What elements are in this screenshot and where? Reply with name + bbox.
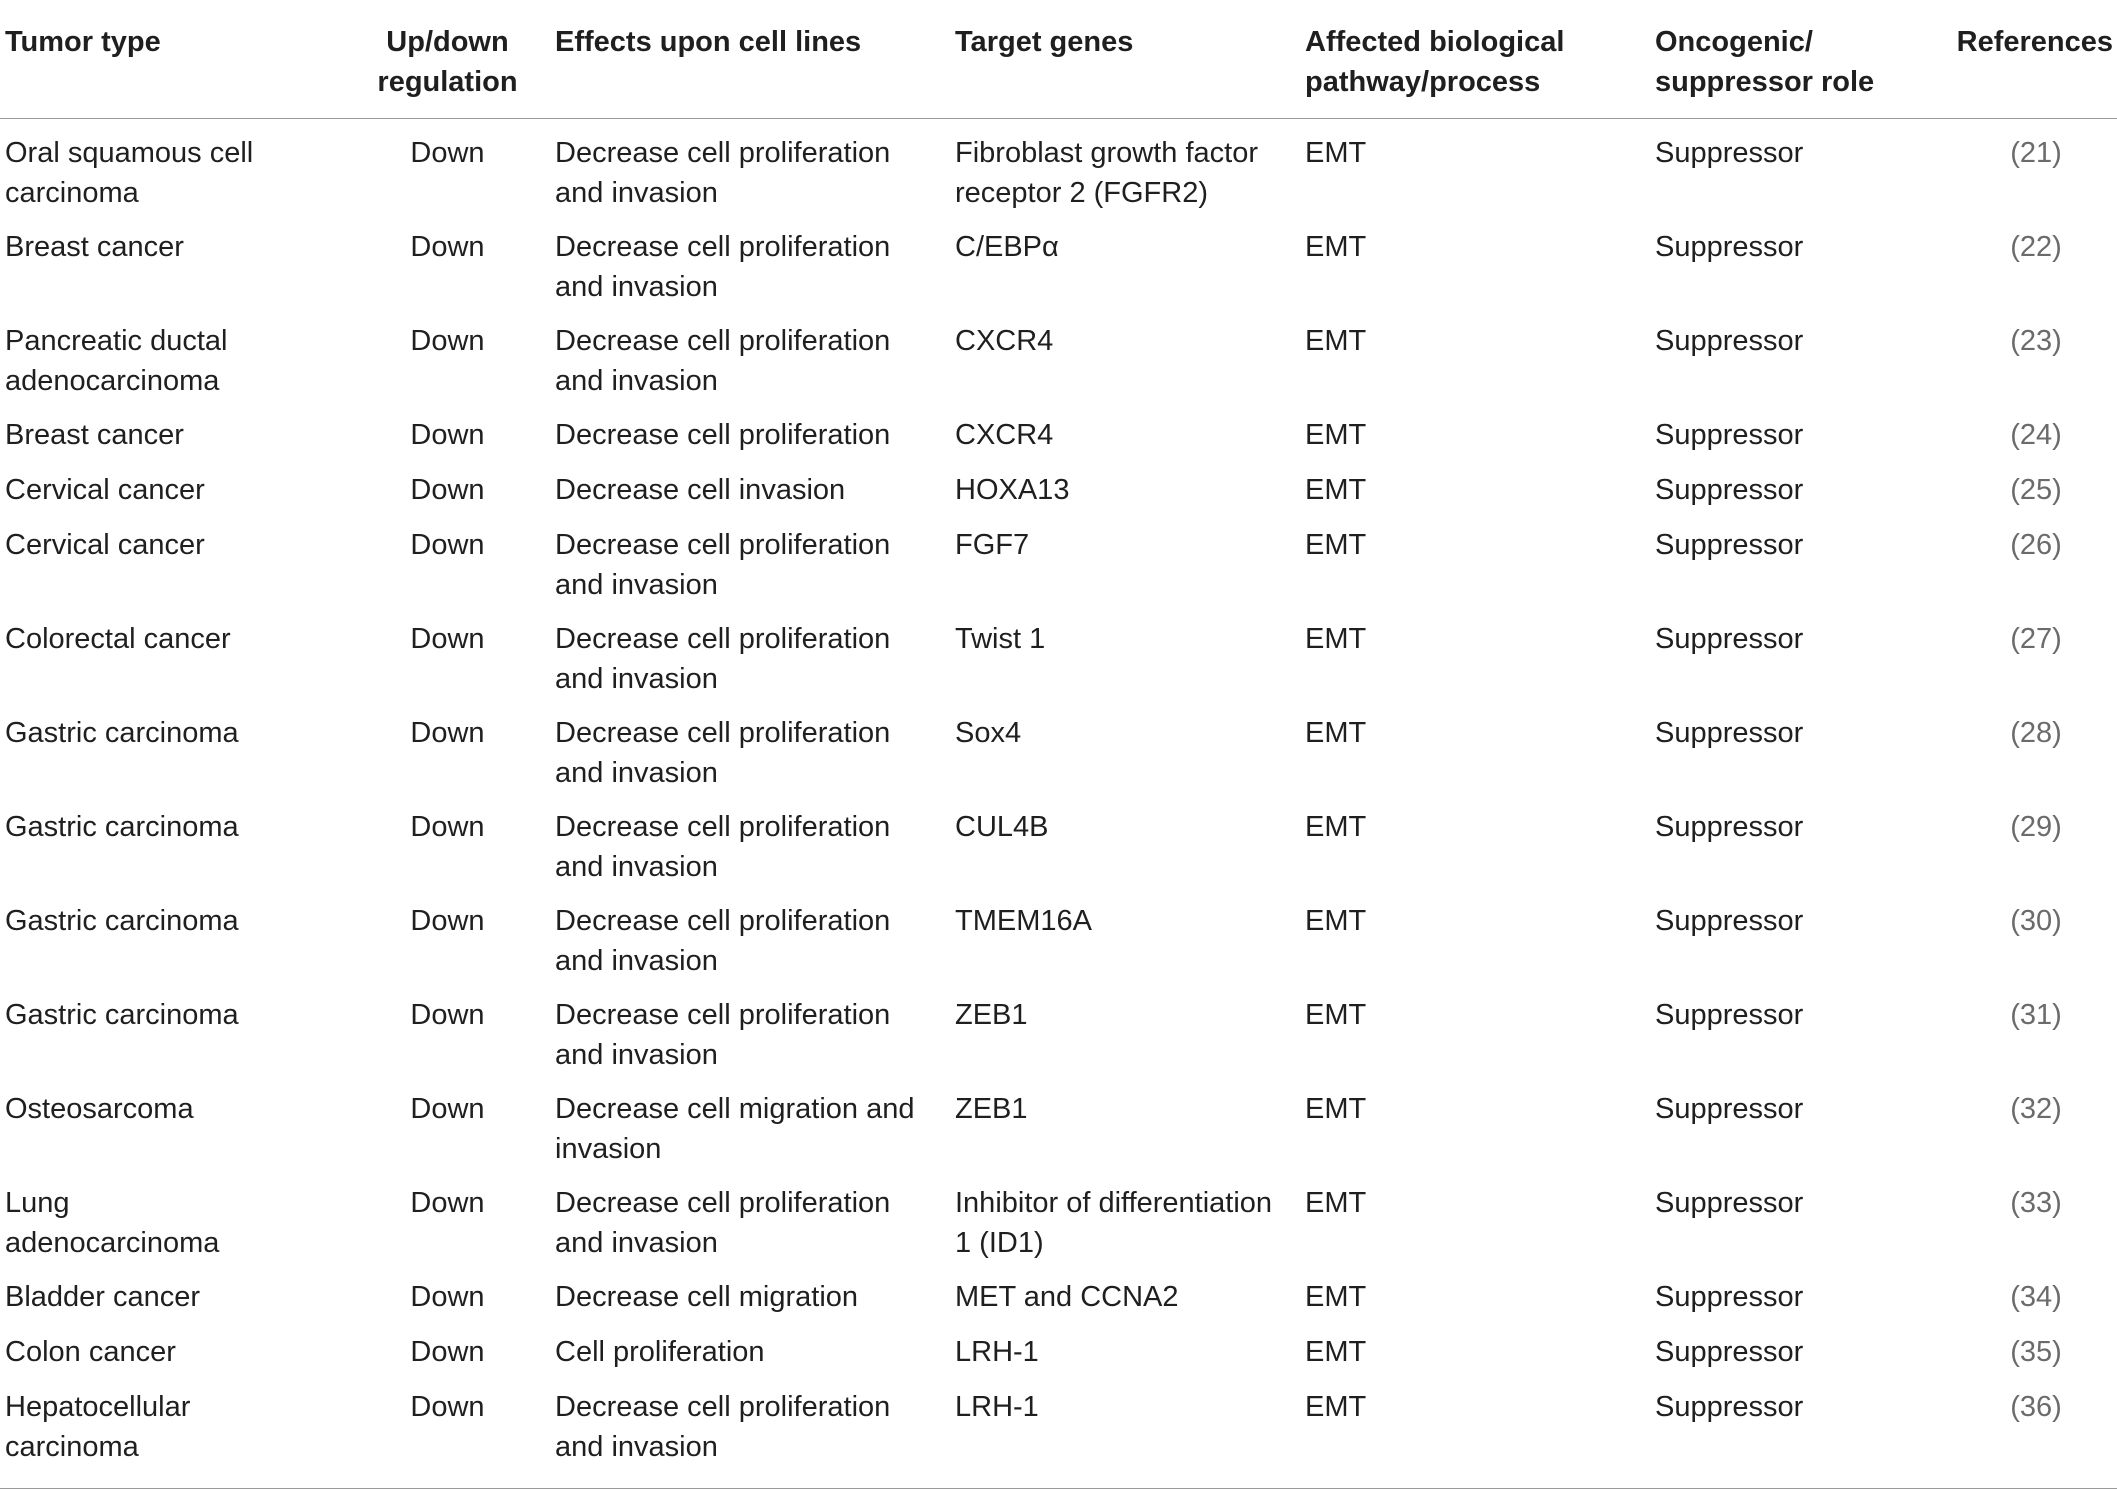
- cell-target-genes-text: TMEM16A: [955, 905, 1092, 937]
- cell-regulation: [340, 1325, 555, 1380]
- cell-reference: [1955, 1082, 2117, 1176]
- table-row: [0, 463, 2117, 518]
- cell-tumor-type: [0, 706, 340, 800]
- cell-reference: [1955, 408, 2117, 463]
- header-target-genes: Target genes: [955, 0, 1305, 119]
- cell-target-genes: [955, 1380, 1305, 1489]
- header-effects: Effects upon cell lines: [555, 0, 955, 119]
- cell-pathway: [1305, 1176, 1655, 1270]
- cell-effect-text: Decrease cell proliferation and invasion: [555, 231, 891, 303]
- cell-role-text: Suppressor: [1655, 1391, 1804, 1423]
- cell-pathway: [1305, 706, 1655, 800]
- cell-reference-text: (36): [2010, 1391, 2062, 1423]
- header-row: [0, 0, 2117, 119]
- cell-tumor-type-text: Cervical cancer: [5, 529, 205, 561]
- cell-reference-text: (25): [2010, 474, 2062, 506]
- cell-pathway-text: EMT: [1305, 137, 1367, 169]
- cell-target-genes: [955, 1176, 1305, 1270]
- cell-tumor-type-text: Colorectal cancer: [5, 623, 231, 655]
- cell-tumor-type: [0, 894, 340, 988]
- cell-reference: [1955, 706, 2117, 800]
- cell-reference-text: (31): [2010, 999, 2062, 1031]
- cell-target-genes-text: HOXA13: [955, 474, 1070, 506]
- cell-pathway-text: EMT: [1305, 231, 1367, 263]
- cell-pathway: [1305, 1082, 1655, 1176]
- cell-tumor-type-text: Gastric carcinoma: [5, 717, 239, 749]
- cell-tumor-type: [0, 314, 340, 408]
- cell-pathway-text: EMT: [1305, 1336, 1367, 1368]
- table-row: [0, 408, 2117, 463]
- cell-pathway-text: EMT: [1305, 419, 1367, 451]
- cell-pathway-text: EMT: [1305, 717, 1367, 749]
- cell-regulation-text: Down: [410, 137, 485, 169]
- cell-effect-text: Decrease cell proliferation and invasion: [555, 1391, 891, 1463]
- cell-tumor-type: [0, 463, 340, 518]
- cell-tumor-type-text: Gastric carcinoma: [5, 811, 239, 843]
- cell-pathway-text: EMT: [1305, 325, 1367, 357]
- cell-reference: [1955, 1325, 2117, 1380]
- cell-target-genes-text: CUL4B: [955, 811, 1049, 843]
- cell-effect-text: Decrease cell proliferation: [555, 419, 891, 451]
- header-role: [1655, 0, 1955, 119]
- cell-effect-text: Decrease cell proliferation and invasion: [555, 529, 891, 601]
- cell-tumor-type: [0, 220, 340, 314]
- header-references: References: [1955, 0, 2117, 119]
- cell-effect-text: Decrease cell migration and invasion: [555, 1093, 915, 1165]
- cell-pathway-text: EMT: [1305, 905, 1367, 937]
- cell-role: [1655, 220, 1955, 314]
- cell-effect-text: Decrease cell proliferation and invasion: [555, 999, 891, 1071]
- cell-regulation: [340, 1270, 555, 1325]
- cell-regulation-text: Down: [410, 474, 485, 506]
- cell-reference: [1955, 894, 2117, 988]
- cell-effect-text: Decrease cell invasion: [555, 474, 846, 506]
- cell-target-genes-text: LRH-1: [955, 1391, 1039, 1423]
- cell-tumor-type: [0, 1082, 340, 1176]
- cell-target-genes-text: ZEB1: [955, 1093, 1028, 1125]
- cell-regulation: [340, 988, 555, 1082]
- cell-regulation: [340, 1176, 555, 1270]
- header-tumor-type: Tumor type: [0, 0, 340, 119]
- cell-pathway-text: EMT: [1305, 474, 1367, 506]
- table-row: [0, 706, 2117, 800]
- cell-target-genes-text: CXCR4: [955, 419, 1054, 451]
- table-row: [0, 220, 2117, 314]
- cell-tumor-type-text: Colon cancer: [5, 1336, 176, 1368]
- cell-pathway-text: EMT: [1305, 1391, 1367, 1423]
- cell-role-text: Suppressor: [1655, 1187, 1804, 1219]
- cell-reference-text: (32): [2010, 1093, 2062, 1125]
- cell-role: [1655, 119, 1955, 221]
- cell-role: [1655, 463, 1955, 518]
- cell-role: [1655, 988, 1955, 1082]
- cell-pathway: [1305, 119, 1655, 221]
- cell-pathway: [1305, 408, 1655, 463]
- cell-reference-text: (33): [2010, 1187, 2062, 1219]
- cell-tumor-type-text: Cervical cancer: [5, 474, 205, 506]
- cell-effect-text: Decrease cell proliferation and invasion: [555, 717, 891, 789]
- cell-regulation: [340, 894, 555, 988]
- cell-reference-text: (29): [2010, 811, 2062, 843]
- cell-regulation: [340, 463, 555, 518]
- table-row: [0, 1380, 2117, 1489]
- cell-reference-text: (23): [2010, 325, 2062, 357]
- cell-target-genes: [955, 894, 1305, 988]
- cell-reference: [1955, 220, 2117, 314]
- table-row: [0, 1325, 2117, 1380]
- cell-target-genes-text: C/EBPα: [955, 231, 1059, 263]
- cell-regulation-text: Down: [410, 1391, 485, 1423]
- cell-tumor-type: [0, 408, 340, 463]
- cell-pathway-text: EMT: [1305, 623, 1367, 655]
- cell-tumor-type: [0, 119, 340, 221]
- cell-regulation-text: Down: [410, 623, 485, 655]
- cell-regulation-text: Down: [410, 529, 485, 561]
- cell-reference-text: (22): [2010, 231, 2062, 263]
- cell-regulation: [340, 1380, 555, 1489]
- cell-role-text: Suppressor: [1655, 1281, 1804, 1313]
- cell-tumor-type: [0, 518, 340, 612]
- cell-tumor-type: [0, 1176, 340, 1270]
- cell-role: [1655, 1176, 1955, 1270]
- cell-tumor-type: [0, 1380, 340, 1489]
- cell-reference-text: (30): [2010, 905, 2062, 937]
- table-row: [0, 119, 2117, 221]
- cell-reference: [1955, 518, 2117, 612]
- cell-target-genes-text: Inhibitor of differentiation 1 (ID1): [955, 1187, 1273, 1259]
- cell-effect: [555, 706, 955, 800]
- cell-regulation: [340, 119, 555, 221]
- cell-target-genes-text: Twist 1: [955, 623, 1046, 655]
- cell-role: [1655, 1325, 1955, 1380]
- cell-pathway: [1305, 463, 1655, 518]
- cell-regulation-text: Down: [410, 1336, 485, 1368]
- cell-pathway: [1305, 612, 1655, 706]
- cell-effect: [555, 1176, 955, 1270]
- cell-pathway: [1305, 894, 1655, 988]
- cell-target-genes: [955, 1270, 1305, 1325]
- cell-reference: [1955, 800, 2117, 894]
- cell-target-genes-text: LRH-1: [955, 1336, 1039, 1368]
- cell-effect: [555, 988, 955, 1082]
- cell-reference: [1955, 463, 2117, 518]
- cell-regulation-text: Down: [410, 1187, 485, 1219]
- cell-tumor-type-text: Oral squamous cell carcinoma: [5, 137, 254, 209]
- cell-target-genes: [955, 1082, 1305, 1176]
- cell-target-genes-text: Fibroblast growth factor receptor 2 (FGFR2): [955, 137, 1259, 209]
- table-body: [0, 119, 2117, 1489]
- cell-tumor-type-text: Bladder cancer: [5, 1281, 201, 1313]
- cell-regulation: [340, 408, 555, 463]
- cell-pathway: [1305, 314, 1655, 408]
- cell-tumor-type: [0, 988, 340, 1082]
- cell-effect-text: Decrease cell proliferation and invasion: [555, 325, 891, 397]
- cell-tumor-type-text: Gastric carcinoma: [5, 999, 239, 1031]
- cell-effect: [555, 463, 955, 518]
- cell-regulation-text: Down: [410, 811, 485, 843]
- cell-role-text: Suppressor: [1655, 1336, 1804, 1368]
- cell-target-genes: [955, 800, 1305, 894]
- cell-role: [1655, 1270, 1955, 1325]
- cell-effect: [555, 800, 955, 894]
- cell-role-text: Suppressor: [1655, 474, 1804, 506]
- cell-effect-text: Decrease cell migration: [555, 1281, 859, 1313]
- cell-role: [1655, 1082, 1955, 1176]
- cell-role: [1655, 800, 1955, 894]
- cell-pathway-text: EMT: [1305, 811, 1367, 843]
- cell-target-genes: [955, 518, 1305, 612]
- cell-target-genes: [955, 119, 1305, 221]
- cell-target-genes: [955, 220, 1305, 314]
- table-row: [0, 314, 2117, 408]
- header-regulation: [340, 0, 555, 119]
- cell-effect-text: Decrease cell proliferation and invasion: [555, 137, 891, 209]
- cell-tumor-type: [0, 1270, 340, 1325]
- cell-pathway-text: EMT: [1305, 1093, 1367, 1125]
- cell-role-text: Suppressor: [1655, 419, 1804, 451]
- cell-target-genes: [955, 408, 1305, 463]
- cell-target-genes-text: CXCR4: [955, 325, 1054, 357]
- cell-effect: [555, 1270, 955, 1325]
- cell-regulation-text: Down: [410, 325, 485, 357]
- cell-tumor-type: [0, 1325, 340, 1380]
- cell-pathway: [1305, 1270, 1655, 1325]
- cell-reference-text: (34): [2010, 1281, 2062, 1313]
- cell-role: [1655, 408, 1955, 463]
- cell-effect: [555, 612, 955, 706]
- table-row: [0, 1082, 2117, 1176]
- cell-tumor-type-text: Breast cancer: [5, 419, 184, 451]
- cell-role: [1655, 1380, 1955, 1489]
- cell-tumor-type-text: Osteosarcoma: [5, 1093, 194, 1125]
- cell-regulation: [340, 800, 555, 894]
- cell-effect-text: Decrease cell proliferation and invasion: [555, 811, 891, 883]
- cell-role-text: Suppressor: [1655, 529, 1804, 561]
- cell-regulation-text: Down: [410, 1281, 485, 1313]
- cell-pathway-text: EMT: [1305, 529, 1367, 561]
- cell-target-genes: [955, 706, 1305, 800]
- cell-pathway: [1305, 1380, 1655, 1489]
- cell-reference-text: (24): [2010, 419, 2062, 451]
- cell-effect: [555, 1380, 955, 1489]
- cell-reference: [1955, 988, 2117, 1082]
- cell-regulation-text: Down: [410, 1093, 485, 1125]
- cell-role-text: Suppressor: [1655, 231, 1804, 263]
- cell-effect: [555, 1325, 955, 1380]
- table-row: [0, 612, 2117, 706]
- cell-pathway: [1305, 988, 1655, 1082]
- cell-regulation: [340, 220, 555, 314]
- cell-target-genes-text: MET and CCNA2: [955, 1281, 1179, 1313]
- cell-target-genes: [955, 314, 1305, 408]
- table-header: [0, 0, 2117, 119]
- cell-pathway: [1305, 1325, 1655, 1380]
- table-row: [0, 988, 2117, 1082]
- cell-tumor-type-text: Breast cancer: [5, 231, 184, 263]
- header-role-text: Oncogenic/ suppressor role: [1655, 26, 1875, 98]
- cell-target-genes-text: FGF7: [955, 529, 1030, 561]
- cell-effect: [555, 220, 955, 314]
- table-row: [0, 518, 2117, 612]
- cell-role: [1655, 612, 1955, 706]
- cell-reference-text: (26): [2010, 529, 2062, 561]
- cell-effect-text: Decrease cell proliferation and invasion: [555, 905, 891, 977]
- cell-tumor-type-text: Pancreatic ductal adenocarcinoma: [5, 325, 228, 397]
- cell-pathway: [1305, 800, 1655, 894]
- table-row: [0, 1270, 2117, 1325]
- cell-reference-text: (27): [2010, 623, 2062, 655]
- cell-target-genes: [955, 1325, 1305, 1380]
- cell-role-text: Suppressor: [1655, 811, 1804, 843]
- cell-target-genes: [955, 988, 1305, 1082]
- cell-role: [1655, 706, 1955, 800]
- cell-tumor-type-text: Gastric carcinoma: [5, 905, 239, 937]
- table-row: [0, 800, 2117, 894]
- cell-reference: [1955, 1270, 2117, 1325]
- cell-reference-text: (28): [2010, 717, 2062, 749]
- cell-pathway-text: EMT: [1305, 1187, 1367, 1219]
- cell-regulation: [340, 314, 555, 408]
- cell-regulation-text: Down: [410, 905, 485, 937]
- cell-effect-text: Decrease cell proliferation and invasion: [555, 623, 891, 695]
- cell-role-text: Suppressor: [1655, 1093, 1804, 1125]
- cell-target-genes: [955, 463, 1305, 518]
- cell-role-text: Suppressor: [1655, 717, 1804, 749]
- cell-regulation-text: Down: [410, 999, 485, 1031]
- cell-role-text: Suppressor: [1655, 325, 1804, 357]
- cell-pathway: [1305, 220, 1655, 314]
- cell-reference: [1955, 612, 2117, 706]
- cell-role-text: Suppressor: [1655, 623, 1804, 655]
- cell-regulation: [340, 518, 555, 612]
- cell-tumor-type-text: Lung adenocarcinoma: [5, 1187, 220, 1259]
- cell-effect-text: Decrease cell proliferation and invasion: [555, 1187, 891, 1259]
- cell-target-genes-text: ZEB1: [955, 999, 1028, 1031]
- cell-role-text: Suppressor: [1655, 905, 1804, 937]
- cell-regulation: [340, 1082, 555, 1176]
- cell-tumor-type-text: Hepatocellular carcinoma: [5, 1391, 191, 1463]
- cell-target-genes-text: Sox4: [955, 717, 1022, 749]
- cell-regulation-text: Down: [410, 419, 485, 451]
- cell-reference: [1955, 1380, 2117, 1489]
- cell-reference: [1955, 314, 2117, 408]
- cell-role: [1655, 894, 1955, 988]
- table-row: [0, 894, 2117, 988]
- cell-pathway-text: EMT: [1305, 999, 1367, 1031]
- cell-effect: [555, 119, 955, 221]
- cell-reference: [1955, 1176, 2117, 1270]
- cell-reference-text: (35): [2010, 1336, 2062, 1368]
- cell-regulation: [340, 612, 555, 706]
- header-pathway: Affected biological pathway/process: [1305, 0, 1655, 119]
- cell-role: [1655, 314, 1955, 408]
- cell-effect: [555, 408, 955, 463]
- cell-reference-text: (21): [2010, 137, 2062, 169]
- cell-regulation-text: Down: [410, 717, 485, 749]
- cell-role-text: Suppressor: [1655, 999, 1804, 1031]
- cell-tumor-type: [0, 800, 340, 894]
- table-row: [0, 1176, 2117, 1270]
- cell-reference: [1955, 119, 2117, 221]
- cell-effect-text: Cell proliferation: [555, 1336, 765, 1368]
- cell-regulation: [340, 706, 555, 800]
- cell-pathway: [1305, 518, 1655, 612]
- cell-pathway-text: EMT: [1305, 1281, 1367, 1313]
- cell-role-text: Suppressor: [1655, 137, 1804, 169]
- header-regulation-text: Up/down regulation: [377, 26, 518, 98]
- cell-target-genes: [955, 612, 1305, 706]
- cell-effect: [555, 1082, 955, 1176]
- cell-effect: [555, 518, 955, 612]
- cell-tumor-type: [0, 612, 340, 706]
- cell-effect: [555, 314, 955, 408]
- cell-role: [1655, 518, 1955, 612]
- cell-effect: [555, 894, 955, 988]
- cell-regulation-text: Down: [410, 231, 485, 263]
